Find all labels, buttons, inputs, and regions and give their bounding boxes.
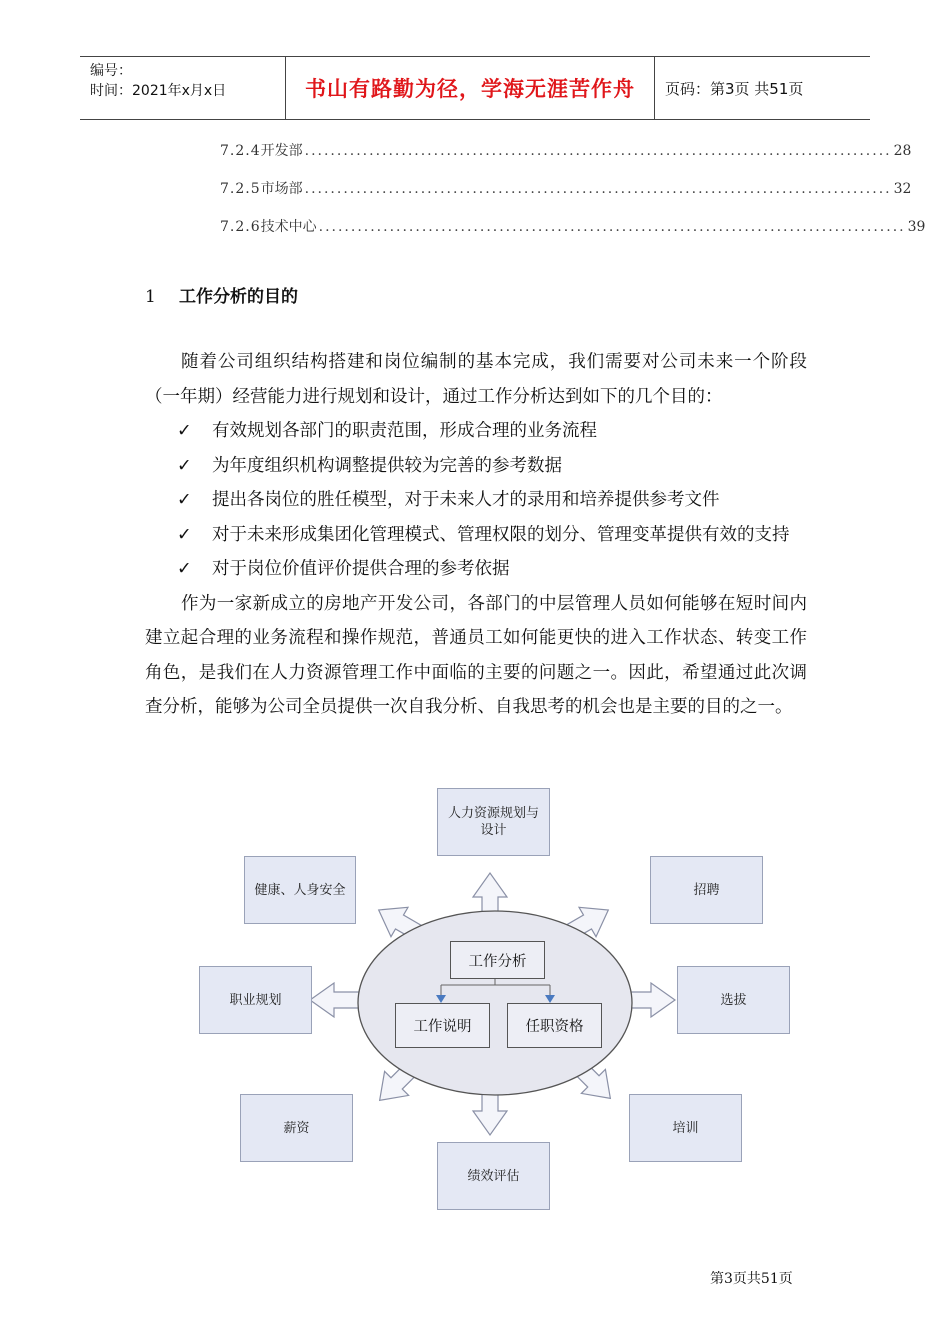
output-box-bottom-right: 培训 — [629, 1094, 742, 1162]
output-box-top: 人力资源规划与设计 — [437, 788, 550, 856]
list-item: ✓ 提出各岗位的胜任模型，对于未来人才的录用和培养提供参考文件 — [145, 483, 807, 518]
toc-page: 39 — [907, 219, 926, 235]
section-number: 1 — [145, 287, 156, 307]
output-box-left: 职业规划 — [199, 966, 312, 1034]
section-title: 工作分析的目的 — [179, 287, 298, 307]
closing-paragraph: 作为一家新成立的房地产开发公司，各部门的中层管理人员如何能够在短时间内建立起合理的业务流程和操作规范，普通员工如何能更快的进入工作状态、转变工作角色，是我们在人力资源管理工作中面临的主要的问题之一。因此，希望通过此次调查分析，能够为公司全员提供一次自我分析、自我思考的机会也是主要的目的之一。 — [145, 593, 807, 717]
qualification-box: 任职资格 — [507, 1003, 602, 1048]
section-heading — [145, 282, 298, 307]
arrow-left-icon — [310, 983, 360, 1017]
list-item: ✓ 有效规划各部门的职责范围，形成合理的业务流程 — [145, 414, 807, 449]
output-box-bottom-left: 薪资 — [240, 1094, 353, 1162]
center-box: 工作分析 — [450, 941, 545, 979]
toc-number: 7.2.4 — [220, 143, 261, 159]
table-of-contents — [220, 140, 926, 254]
toc-number: 7.2.5 — [220, 181, 261, 197]
check-mark-icon: ✓ — [177, 559, 192, 579]
list-item: ✓ 对于未来形成集团化管理模式、管理权限的划分、管理变革提供有效的支持 — [145, 518, 807, 553]
goal-list — [145, 414, 807, 587]
header-motto: 书山有路勤为径，学海无涯苦作舟 — [285, 57, 655, 119]
toc-number: 7.2.6 — [220, 219, 261, 235]
toc-title: 技术中心 — [260, 219, 317, 235]
output-box-right: 选拔 — [677, 966, 790, 1034]
toc-page: 32 — [893, 181, 912, 197]
toc-leader: ........................................................................................... — [304, 143, 892, 159]
page-header — [80, 56, 870, 120]
toc-title: 市场部 — [260, 181, 303, 197]
check-mark-icon: ✓ — [177, 524, 192, 545]
output-box-bottom: 绩效评估 — [437, 1142, 550, 1210]
toc-entry[interactable] — [220, 216, 926, 254]
check-mark-icon: ✓ — [177, 455, 192, 476]
toc-leader: ........................................................................................... — [318, 219, 906, 235]
list-item: ✓ 对于岗位价值评价提供合理的参考依据 — [145, 552, 807, 587]
toc-title: 开发部 — [260, 143, 303, 159]
output-box-top-left: 健康、人身安全 — [244, 856, 356, 924]
body-text — [145, 345, 807, 725]
job-analysis-diagram — [190, 785, 810, 1215]
job-description-box: 工作说明 — [395, 1003, 490, 1048]
header-meta — [80, 57, 285, 119]
intro-paragraph: 随着公司组织结构搭建和岗位编制的基本完成，我们需要对公司未来一个阶段（一年期）经营能力进行规划和设计，通过工作分析达到如下的几个目的： — [145, 352, 807, 407]
date-label: 时间：2021年x月x日 — [90, 83, 227, 99]
page-footer: 第3页共51页 — [710, 1271, 793, 1287]
header-page-info: 页码：第3页 共51页 — [665, 79, 804, 98]
toc-entry[interactable] — [220, 140, 912, 178]
check-mark-icon: ✓ — [177, 421, 192, 441]
list-item: ✓ 为年度组织机构调整提供较为完善的参考数据 — [145, 449, 807, 484]
toc-leader: ........................................................................................... — [304, 181, 892, 197]
toc-page: 28 — [893, 143, 912, 159]
output-box-top-right: 招聘 — [650, 856, 763, 924]
check-mark-icon: ✓ — [177, 490, 192, 510]
code-label: 编号： — [90, 63, 132, 79]
toc-entry[interactable] — [220, 178, 912, 216]
